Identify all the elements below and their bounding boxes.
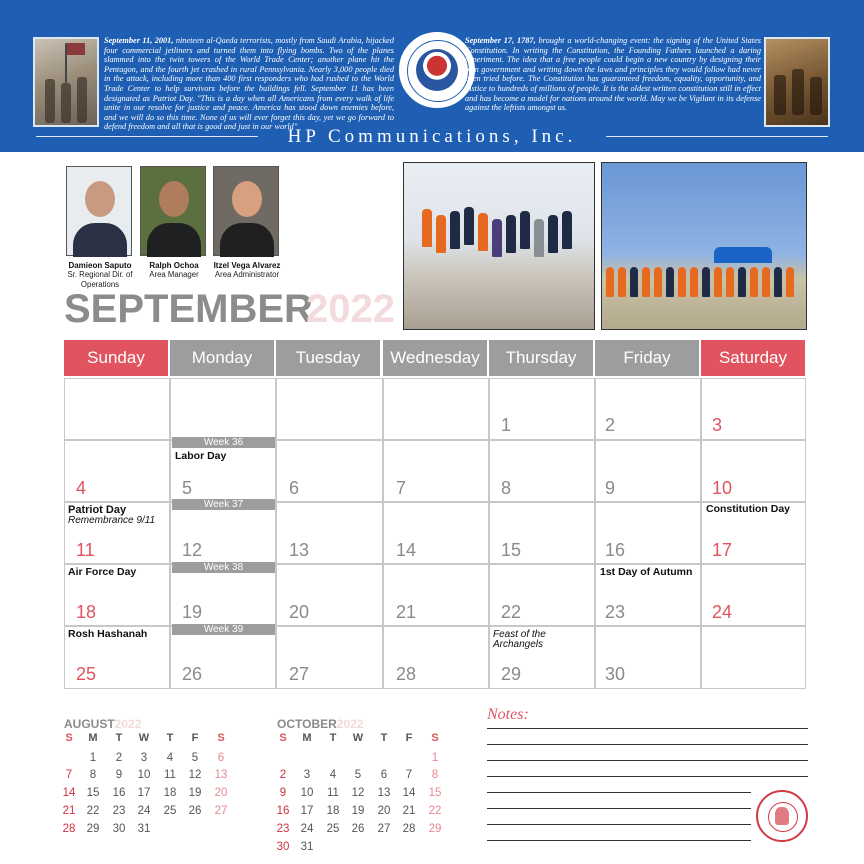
day-number: 5 — [182, 478, 193, 498]
mini-cal-day: 28 — [62, 823, 76, 835]
mini-cal-day: 17 — [137, 787, 151, 799]
day-number: 4 — [76, 478, 87, 498]
event-feast-archangels-1: Feast of the — [493, 629, 546, 640]
staff-role-3: Area Administrator — [214, 270, 280, 279]
day-number: 11 — [76, 540, 95, 560]
mini-cal-day: 30 — [112, 823, 126, 835]
event-feast-archangels-2: Archangels — [493, 639, 544, 650]
mini-cal-august — [56, 732, 238, 844]
history-text-911 — [104, 36, 394, 132]
notes-label: Notes: — [487, 706, 529, 723]
mini-cal-month: OCTOBER — [277, 717, 337, 731]
mini-cal-day: 4 — [166, 752, 174, 764]
mini-cal-year: 2022 — [336, 717, 364, 731]
day-number: 2 — [605, 415, 616, 435]
mini-cal-header: T — [115, 732, 123, 744]
mini-cal-day: 17 — [300, 805, 314, 817]
day-number: 27 — [289, 664, 310, 684]
mini-cal-day: 23 — [276, 823, 290, 835]
mini-cal-day: 22 — [428, 805, 442, 817]
mini-cal-day: 4 — [329, 769, 337, 781]
staff-role-1b: Operations — [80, 280, 120, 289]
mini-cal-day: 5 — [354, 769, 362, 781]
mini-cal-day: 15 — [86, 787, 100, 799]
mini-cal-day: 31 — [137, 823, 151, 835]
mini-cal-day: 2 — [115, 752, 123, 764]
notes-line[interactable] — [487, 792, 751, 793]
event-remembrance: Remembrance 9/11 — [68, 515, 156, 526]
mini-cal-day: 1 — [89, 752, 97, 764]
week-number-bar: Week 39 — [172, 624, 275, 635]
day-number: 1 — [501, 415, 512, 435]
day-number: 21 — [396, 602, 417, 622]
mini-cal-august-title — [64, 715, 141, 733]
mini-cal-day: 3 — [140, 752, 148, 764]
day-number: 8 — [501, 478, 512, 498]
day-number: 26 — [182, 664, 203, 684]
mini-cal-day: 1 — [431, 752, 439, 764]
mini-cal-year: 2022 — [114, 717, 142, 731]
mini-cal-day: 30 — [276, 841, 290, 853]
mini-cal-day: 3 — [303, 769, 311, 781]
mini-cal-header: S — [279, 732, 287, 744]
constitution-signing-painting — [764, 37, 830, 127]
week-number-bar: Week 38 — [172, 562, 275, 573]
mini-cal-header: W — [138, 732, 150, 744]
mini-cal-day: 12 — [188, 769, 202, 781]
mini-cal-day: 8 — [89, 769, 97, 781]
mini-cal-day: 26 — [188, 805, 202, 817]
mini-cal-day: 9 — [115, 769, 123, 781]
crew-photo-trucks — [403, 162, 595, 330]
mini-cal-header: F — [191, 732, 199, 744]
day-number: 15 — [501, 540, 522, 560]
mini-cal-header: S — [217, 732, 225, 744]
mini-cal-day: 27 — [214, 805, 228, 817]
mini-cal-day: 21 — [62, 805, 76, 817]
mini-cal-day: 19 — [351, 805, 365, 817]
notes-line[interactable] — [487, 776, 808, 777]
mini-cal-day: 24 — [137, 805, 151, 817]
history-911-body: nineteen al-Qaeda terrorists, mostly from Saudi Arabia, hijacked four commercial jetliners and turned them into flying bombs. Two of the planes slammed into the twin towers of the World Trade Center; another plane hit the Pentagon, and the fourth jet crashed in rural Pennsylvania. Nearly 3,000 people died in the attack, including more than 400 first responders who had rushed to the World Trade Center to help survivors before the buildings fell. September 11 has been designated as Patriot Day. "This is a day when all Americans from every walk of life unite in our resolve for justice and peace. America has stood down enemies before, and we will do so this time. None of us will ever forget this day, yet we go forward to defend freedom and all that is good and just in our world" — [104, 36, 394, 132]
mini-cal-day: 27 — [377, 823, 391, 835]
day-number: 24 — [712, 602, 733, 622]
event-constitution-day: Constitution Day — [706, 503, 790, 515]
day-number: 30 — [605, 664, 626, 684]
mini-cal-header: T — [380, 732, 388, 744]
mini-cal-october — [270, 732, 452, 860]
day-cell-empty — [383, 378, 489, 440]
mini-cal-day: 10 — [137, 769, 151, 781]
mini-cal-day: 7 — [65, 769, 73, 781]
mini-cal-day: 11 — [164, 769, 176, 781]
mini-cal-day: 9 — [279, 787, 287, 799]
notes-line[interactable] — [487, 728, 808, 729]
day-number: 20 — [289, 602, 310, 622]
mini-cal-day: 14 — [62, 787, 76, 799]
mini-cal-day: 31 — [300, 841, 314, 853]
mini-cal-header: M — [88, 732, 98, 744]
staff-name-2: Ralph Ochoa — [149, 261, 199, 270]
event-patriot-day: Patriot Day — [68, 504, 127, 516]
mini-cal-day: 28 — [402, 823, 416, 835]
mini-cal-header: M — [302, 732, 312, 744]
day-number: 23 — [605, 602, 626, 622]
mini-cal-day: 25 — [163, 805, 177, 817]
notes-line[interactable] — [487, 824, 751, 825]
history-text-constitution — [465, 36, 761, 113]
history-constitution-lead: September 17, 1787, — [465, 36, 536, 45]
mini-cal-day: 6 — [380, 769, 388, 781]
day-number: 28 — [396, 664, 417, 684]
mini-cal-day: 24 — [300, 823, 314, 835]
mini-cal-day: 18 — [326, 805, 340, 817]
company-name: HP Communications, Inc. — [287, 126, 577, 147]
mini-cal-october-title — [277, 715, 364, 733]
staff-name-3: Itzel Vega Alvarez — [213, 261, 281, 270]
mini-cal-header: S — [431, 732, 439, 744]
day-cell-empty — [64, 378, 170, 440]
day-number: 19 — [182, 602, 203, 622]
notes-line[interactable] — [487, 808, 751, 809]
day-number: 16 — [605, 540, 626, 560]
flag-raising-photo — [33, 37, 99, 127]
crew-photo-tent — [601, 162, 807, 330]
staff-role-1a: Sr. Regional Dir. of — [67, 270, 133, 279]
day-cell-empty — [170, 378, 276, 440]
year-title: 2022 — [306, 287, 395, 331]
mini-cal-day: 5 — [191, 752, 199, 764]
mini-cal-day: 8 — [431, 769, 439, 781]
day-number: 13 — [289, 540, 310, 560]
notes-line[interactable] — [487, 840, 751, 841]
mini-cal-header: S — [65, 732, 73, 744]
mini-cal-day: 26 — [351, 823, 365, 835]
mini-cal-day: 29 — [428, 823, 442, 835]
mini-cal-day: 16 — [112, 787, 126, 799]
weekday-friday: Friday — [595, 340, 699, 376]
staff-role-2: Area Manager — [149, 270, 199, 279]
mini-cal-day: 15 — [428, 787, 442, 799]
notes-line[interactable] — [487, 760, 808, 761]
mini-cal-header: T — [166, 732, 174, 744]
mini-cal-day: 20 — [377, 805, 391, 817]
mini-cal-day: 13 — [377, 787, 391, 799]
mini-cal-day: 25 — [326, 823, 340, 835]
history-911-lead: September 11, 2001, — [104, 36, 174, 45]
day-number: 18 — [76, 602, 97, 622]
mini-cal-day: 10 — [300, 787, 314, 799]
notes-line[interactable] — [487, 744, 808, 745]
mini-cal-day: 16 — [276, 805, 290, 817]
month-title: SEPTEMBER — [64, 287, 313, 331]
mini-cal-month: AUGUST — [64, 717, 115, 731]
weekday-tuesday: Tuesday — [276, 340, 380, 376]
mini-cal-day: 18 — [163, 787, 177, 799]
mini-cal-day: 21 — [402, 805, 416, 817]
mini-cal-day: 22 — [86, 805, 100, 817]
day-number: 9 — [605, 478, 616, 498]
history-constitution-body: brought a world-changing event: the signing of the United States Constitution. In writing the Constitution, the Founding Fathers launched a daring experiment. The idea that a free people could begin a new country by designing their own government and writing down the laws and principles they would follow had never been tried before. The Constitution has guaranteed freedom, equality, opportunity, and justice to hundreds of millions of people. It is the oldest written constitution still in effect and has become a model for nations around the world. May we be Vigilant in its defense against the leftists amongst us. — [465, 36, 761, 113]
mini-cal-day: 23 — [112, 805, 126, 817]
day-number: 25 — [76, 664, 97, 684]
day-number: 29 — [501, 664, 522, 684]
event-air-force-day: Air Force Day — [68, 566, 137, 578]
day-number: 6 — [289, 478, 300, 498]
event-labor-day: Labor Day — [175, 450, 227, 462]
weekday-sunday: Sunday — [64, 340, 168, 376]
mini-cal-day: 7 — [405, 769, 413, 781]
day-number: 12 — [182, 540, 203, 560]
mini-cal-day: 20 — [214, 787, 228, 799]
week-number-bar: Week 36 — [172, 437, 275, 448]
day-cell-empty — [276, 378, 383, 440]
mini-cal-day: 6 — [217, 752, 225, 764]
staff-photo-damieon — [66, 166, 132, 256]
company-seal-stamp — [756, 790, 808, 842]
mini-cal-header: T — [329, 732, 337, 744]
mini-cal-header: F — [405, 732, 413, 744]
mini-cal-day: 2 — [279, 769, 287, 781]
event-rosh-hashanah: Rosh Hashanah — [68, 628, 148, 640]
week-number-bar: Week 37 — [172, 499, 275, 510]
event-first-day-autumn: 1st Day of Autumn — [600, 566, 693, 578]
mini-cal-day: 29 — [86, 823, 100, 835]
mini-cal-day: 14 — [402, 787, 416, 799]
weekday-saturday: Saturday — [701, 340, 805, 376]
weekday-thursday: Thursday — [489, 340, 593, 376]
day-number: 17 — [712, 540, 733, 560]
mini-cal-day: 12 — [351, 787, 365, 799]
day-number: 7 — [396, 478, 407, 498]
staff-photo-ralph — [140, 166, 206, 256]
mini-cal-day: 19 — [188, 787, 202, 799]
weekday-monday: Monday — [170, 340, 274, 376]
mini-cal-header: W — [352, 732, 364, 744]
staff-name-1: Damieon Saputo — [68, 261, 132, 270]
day-number: 22 — [501, 602, 522, 622]
mini-cal-day: 11 — [327, 787, 339, 799]
day-number: 14 — [396, 540, 417, 560]
staff-photo-itzel — [213, 166, 279, 256]
day-cell-empty — [701, 626, 806, 689]
weekday-wednesday: Wednesday — [383, 340, 487, 376]
day-number: 10 — [712, 478, 733, 498]
day-number: 3 — [712, 415, 723, 435]
mini-cal-day: 13 — [214, 769, 228, 781]
